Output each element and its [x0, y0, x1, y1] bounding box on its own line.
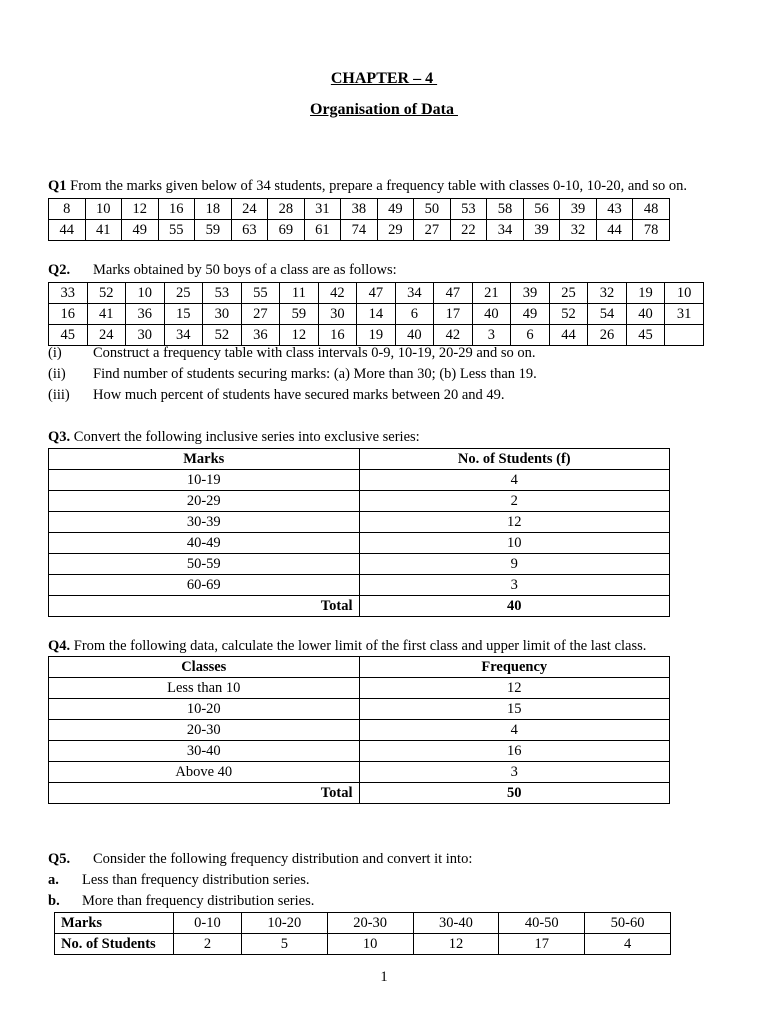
mark-cell: 34 [164, 325, 203, 346]
q1-question [48, 177, 687, 195]
mark-cell: 6 [395, 304, 434, 325]
table-row [49, 491, 670, 512]
table-row [49, 762, 670, 783]
mark-cell: 74 [341, 220, 378, 241]
q2-part-iii-text: How much percent of students have secured marks between 20 and 49. [93, 387, 505, 403]
frequency-cell: 3 [359, 762, 670, 783]
mark-cell: 40 [472, 304, 511, 325]
mark-cell: 59 [280, 304, 319, 325]
q5-part-b [48, 892, 314, 910]
frequency-cell: 2 [359, 491, 670, 512]
mark-cell: 38 [341, 199, 378, 220]
mark-cell: 32 [588, 283, 627, 304]
q1-marks-table [48, 198, 670, 241]
table-row [49, 325, 704, 346]
mark-cell: 40 [395, 325, 434, 346]
table-row [49, 283, 704, 304]
mark-cell: 24 [231, 199, 268, 220]
frequency-cell: 3 [359, 575, 670, 596]
mark-cell: 53 [450, 199, 487, 220]
mark-cell: 49 [511, 304, 550, 325]
mark-cell: 52 [203, 325, 242, 346]
column-header: Classes [49, 657, 360, 678]
q2-marks-table [48, 282, 704, 346]
q2-question [48, 261, 397, 279]
q5-part-a [48, 871, 310, 889]
frequency-cell: 12 [359, 512, 670, 533]
frequency-cell: 16 [359, 741, 670, 762]
class-cell: 20-30 [49, 720, 360, 741]
mark-cell: 21 [472, 283, 511, 304]
mark-cell: 52 [87, 283, 126, 304]
mark-cell: 39 [560, 199, 597, 220]
mark-cell: 36 [241, 325, 280, 346]
mark-cell: 16 [158, 199, 195, 220]
mark-cell: 26 [588, 325, 627, 346]
mark-cell: 19 [357, 325, 396, 346]
total-label: Total [49, 596, 360, 617]
q3-text: Convert the following inclusive series into exclusive series: [70, 429, 420, 445]
table-row [49, 699, 670, 720]
frequency-cell: 12 [359, 678, 670, 699]
mark-cell: 14 [357, 304, 396, 325]
mark-cell: 39 [523, 220, 560, 241]
table-row [49, 678, 670, 699]
mark-cell: 58 [487, 199, 524, 220]
q4-text: From the following data, calculate the lower limit of the first class and upper limit of the last class. [70, 638, 647, 654]
mark-cell: 30 [126, 325, 165, 346]
mark-cell: 30 [203, 304, 242, 325]
class-cell: 60-69 [49, 575, 360, 596]
q2-text: Marks obtained by 50 boys of a class are as follows: [93, 262, 397, 278]
q1-label: Q1 [48, 178, 67, 194]
mark-cell: 19 [626, 283, 665, 304]
class-cell: 30-40 [413, 913, 499, 934]
mark-cell: 55 [158, 220, 195, 241]
mark-cell: 33 [49, 283, 88, 304]
mark-cell: 41 [85, 220, 122, 241]
students-row [55, 934, 671, 955]
class-cell: 10-20 [49, 699, 360, 720]
mark-cell: 36 [126, 304, 165, 325]
mark-cell: 25 [164, 283, 203, 304]
mark-cell: 49 [122, 220, 159, 241]
mark-cell: 24 [87, 325, 126, 346]
class-cell: Less than 10 [49, 678, 360, 699]
mark-cell: 25 [549, 283, 588, 304]
mark-cell: 17 [434, 304, 473, 325]
mark-cell: 61 [304, 220, 341, 241]
mark-cell: 28 [268, 199, 305, 220]
mark-cell: 16 [49, 304, 88, 325]
table-row [49, 220, 670, 241]
q2-label: Q2. [48, 262, 71, 278]
mark-cell: 29 [377, 220, 414, 241]
mark-cell: 56 [523, 199, 560, 220]
marks-row [55, 913, 671, 934]
mark-cell: 10 [85, 199, 122, 220]
mark-cell: 53 [203, 283, 242, 304]
mark-cell: 12 [122, 199, 159, 220]
mark-cell: 47 [434, 283, 473, 304]
q2-part-iii-num: (iii) [48, 387, 70, 403]
total-row [49, 783, 670, 804]
table-row [49, 720, 670, 741]
mark-cell: 31 [304, 199, 341, 220]
frequency-cell: 10 [359, 533, 670, 554]
class-cell: 40-50 [499, 913, 585, 934]
mark-cell: 30 [318, 304, 357, 325]
q5-label: Q5. [48, 851, 71, 867]
mark-cell: 22 [450, 220, 487, 241]
mark-cell: 10 [665, 283, 704, 304]
q2-part-i [48, 344, 536, 362]
mark-cell: 18 [195, 199, 232, 220]
frequency-cell: 4 [359, 720, 670, 741]
frequency-cell: 4 [359, 470, 670, 491]
mark-cell: 47 [357, 283, 396, 304]
q5-part-b-num: b. [48, 893, 60, 909]
mark-cell: 40 [626, 304, 665, 325]
frequency-cell: 5 [241, 934, 327, 955]
total-value: 40 [359, 596, 670, 617]
mark-cell: 48 [633, 199, 670, 220]
total-value: 50 [359, 783, 670, 804]
mark-cell: 45 [49, 325, 88, 346]
mark-cell: 63 [231, 220, 268, 241]
table-row [49, 533, 670, 554]
class-cell: 40-49 [49, 533, 360, 554]
q3-series-table [48, 448, 670, 617]
q4-question [48, 637, 646, 655]
q2-part-i-text: Construct a frequency table with class intervals 0-9, 10-19, 20-29 and so on. [93, 345, 536, 361]
mark-cell: 43 [596, 199, 633, 220]
mark-cell: 55 [241, 283, 280, 304]
table-header-row [49, 449, 670, 470]
mark-cell: 31 [665, 304, 704, 325]
row-label: No. of Students [55, 934, 174, 955]
chapter-title: Organisation of Data [310, 101, 458, 118]
mark-cell: 54 [588, 304, 627, 325]
mark-cell: 44 [549, 325, 588, 346]
mark-cell: 27 [241, 304, 280, 325]
chapter-heading: CHAPTER – 4 [330, 70, 438, 87]
page-number: 1 [380, 969, 388, 985]
mark-cell: 44 [49, 220, 86, 241]
table-row [49, 470, 670, 491]
column-header: Marks [49, 449, 360, 470]
mark-cell: 32 [560, 220, 597, 241]
q4-classes-table [48, 656, 670, 804]
q5-text: Consider the following frequency distribution and convert it into: [93, 851, 473, 867]
q5-question [48, 850, 472, 868]
table-row [49, 304, 704, 325]
class-cell: 0-10 [174, 913, 242, 934]
mark-cell: 16 [318, 325, 357, 346]
q5-part-b-text: More than frequency distribution series. [82, 893, 315, 909]
column-header: No. of Students (f) [359, 449, 670, 470]
q4-label: Q4. [48, 638, 71, 654]
mark-cell: 78 [633, 220, 670, 241]
q2-part-ii [48, 365, 537, 383]
q3-question [48, 428, 420, 446]
mark-cell: 6 [511, 325, 550, 346]
q5-part-a-num: a. [48, 872, 59, 888]
q3-label: Q3. [48, 429, 71, 445]
row-label: Marks [55, 913, 174, 934]
frequency-cell: 17 [499, 934, 585, 955]
table-row [49, 741, 670, 762]
q2-part-iii [48, 386, 505, 404]
table-row [49, 575, 670, 596]
frequency-cell: 9 [359, 554, 670, 575]
mark-cell: 45 [626, 325, 665, 346]
mark-cell: 10 [126, 283, 165, 304]
mark-cell: 39 [511, 283, 550, 304]
mark-cell: 15 [164, 304, 203, 325]
frequency-cell: 15 [359, 699, 670, 720]
mark-cell: 44 [596, 220, 633, 241]
table-header-row [49, 657, 670, 678]
mark-cell: 50 [414, 199, 451, 220]
mark-cell: 52 [549, 304, 588, 325]
table-row [49, 199, 670, 220]
mark-cell: 27 [414, 220, 451, 241]
mark-cell: 59 [195, 220, 232, 241]
q5-part-a-text: Less than frequency distribution series. [82, 872, 310, 888]
class-cell: 10-19 [49, 470, 360, 491]
class-cell: 20-30 [327, 913, 413, 934]
mark-cell: 12 [280, 325, 319, 346]
mark-cell [665, 325, 704, 346]
mark-cell: 8 [49, 199, 86, 220]
class-cell: 30-39 [49, 512, 360, 533]
q2-part-ii-text: Find number of students securing marks: (a) More than 30; (b) Less than 19. [93, 366, 537, 382]
class-cell: 20-29 [49, 491, 360, 512]
table-row [49, 554, 670, 575]
mark-cell: 69 [268, 220, 305, 241]
q1-text: From the marks given below of 34 students, prepare a frequency table with classes 0-10, 10-20, and so on. [66, 178, 688, 194]
frequency-cell: 10 [327, 934, 413, 955]
frequency-cell: 12 [413, 934, 499, 955]
class-cell: 10-20 [241, 913, 327, 934]
table-row [49, 512, 670, 533]
frequency-cell: 4 [585, 934, 671, 955]
q2-part-ii-num: (ii) [48, 366, 66, 382]
class-cell: Above 40 [49, 762, 360, 783]
mark-cell: 34 [487, 220, 524, 241]
frequency-cell: 2 [174, 934, 242, 955]
mark-cell: 49 [377, 199, 414, 220]
mark-cell: 41 [87, 304, 126, 325]
total-row [49, 596, 670, 617]
column-header: Frequency [359, 657, 670, 678]
total-label: Total [49, 783, 360, 804]
class-cell: 30-40 [49, 741, 360, 762]
mark-cell: 3 [472, 325, 511, 346]
q5-distribution-table [54, 912, 671, 955]
q2-part-i-num: (i) [48, 345, 62, 361]
class-cell: 50-60 [585, 913, 671, 934]
mark-cell: 42 [318, 283, 357, 304]
mark-cell: 42 [434, 325, 473, 346]
mark-cell: 11 [280, 283, 319, 304]
mark-cell: 34 [395, 283, 434, 304]
class-cell: 50-59 [49, 554, 360, 575]
